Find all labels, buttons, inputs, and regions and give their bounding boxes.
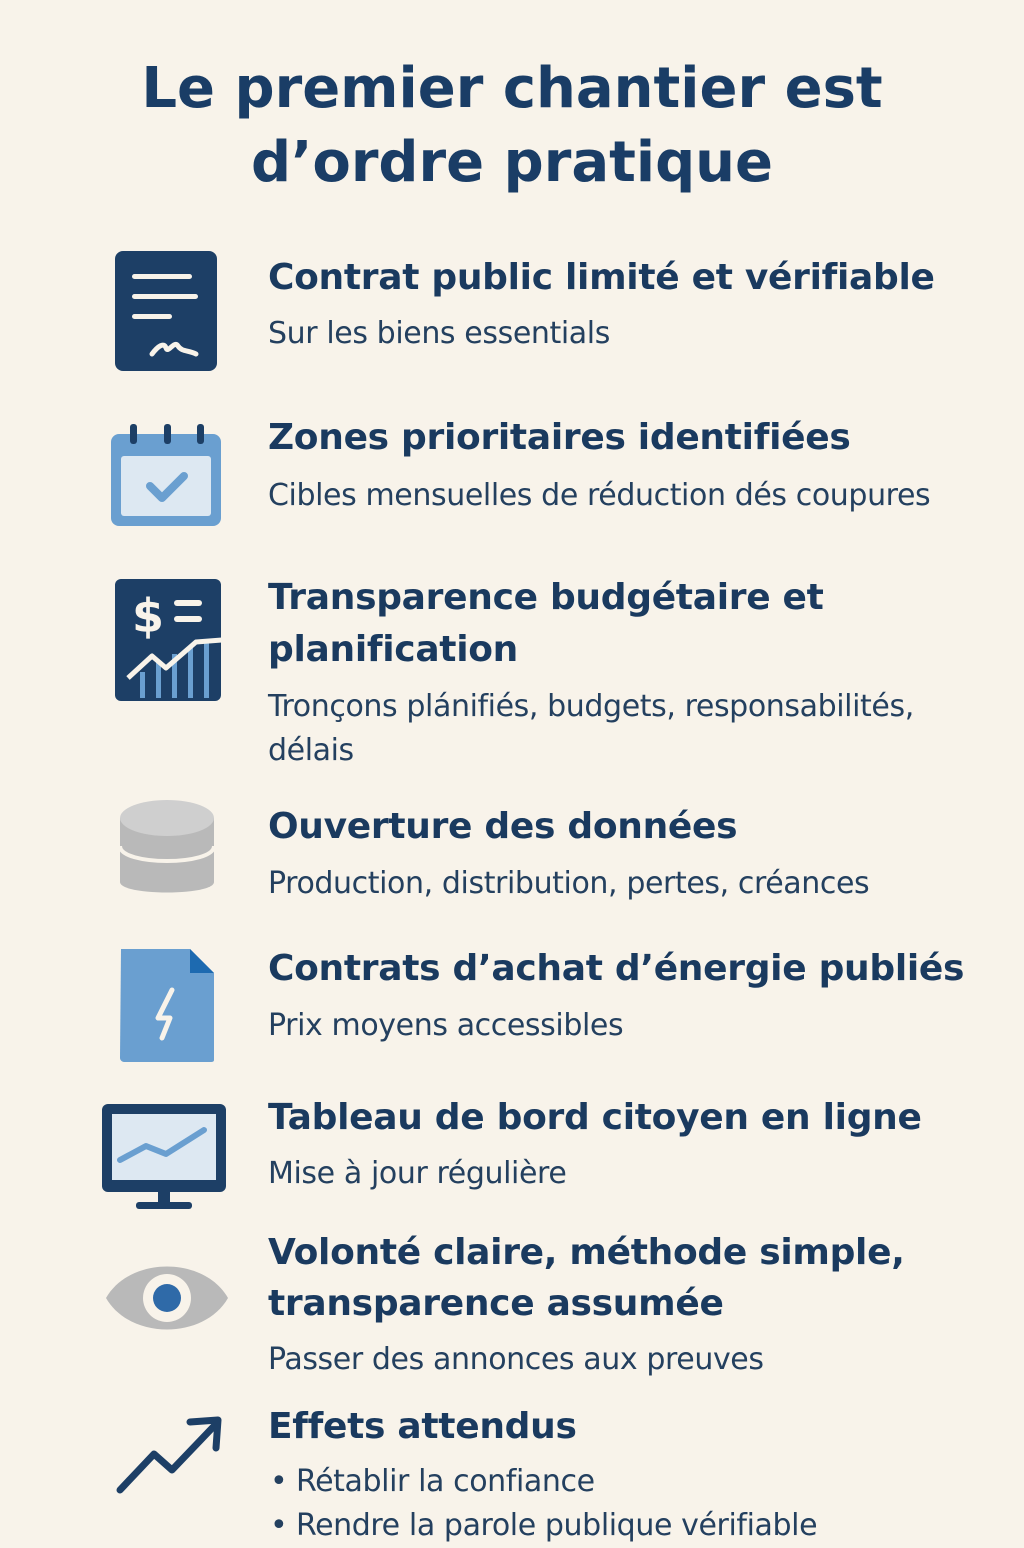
item-subtext: Mise à jour régulière — [268, 1156, 567, 1191]
item-subtext: Production, distribution, pertes, créances — [268, 866, 870, 901]
item-heading-line-2: transparence assumée — [268, 1283, 724, 1324]
item-heading-line-2: planification — [268, 629, 519, 670]
budget-chart-icon — [114, 578, 222, 702]
item-heading-line-1: Volonté claire, méthode simple, — [268, 1232, 905, 1273]
item-heading: Effets attendus — [268, 1406, 577, 1447]
title-line-2: d’ordre pratique — [250, 130, 774, 195]
contract-icon — [114, 250, 218, 372]
eye-icon — [104, 1262, 230, 1334]
item-subtext-line-1: Tronçons plánifiés, budgets, responsabilités, — [268, 689, 914, 724]
item-heading: Tableau de bord citoyen en ligne — [268, 1097, 922, 1138]
item-subtext: Passer des annonces aux preuves — [268, 1342, 764, 1377]
trend-up-icon — [114, 1414, 224, 1496]
calendar-check-icon — [108, 424, 224, 530]
item-heading: Contrat public limité et vérifiable — [268, 257, 935, 298]
bullet-item: • Rendre la parole publique vérifiable — [268, 1504, 1008, 1548]
item-subtext: Sur les biens essentials — [268, 316, 610, 351]
energy-document-icon — [118, 946, 216, 1064]
item-heading: Ouverture des données — [268, 806, 738, 847]
item-heading: Contrats d’achat d’énergie publiés — [268, 948, 965, 989]
monitor-dashboard-icon — [100, 1102, 228, 1210]
svg-text:$: $ — [132, 589, 165, 643]
bullet-item: • Rétablir la confiance — [268, 1460, 1008, 1504]
item-heading: Zones prioritaires identifiées — [268, 417, 851, 458]
item-subtext-line-2: délais — [268, 733, 354, 768]
effects-bullet-list — [268, 1460, 1008, 1548]
item-subtext: Cibles mensuelles de réduction dés coupures — [268, 478, 931, 513]
database-icon — [118, 796, 216, 906]
item-subtext: Prix moyens accessibles — [268, 1008, 624, 1043]
item-heading-line-1: Transparence budgétaire et — [268, 577, 824, 618]
page-title — [0, 52, 1024, 200]
title-line-1: Le premier chantier est — [141, 56, 883, 121]
